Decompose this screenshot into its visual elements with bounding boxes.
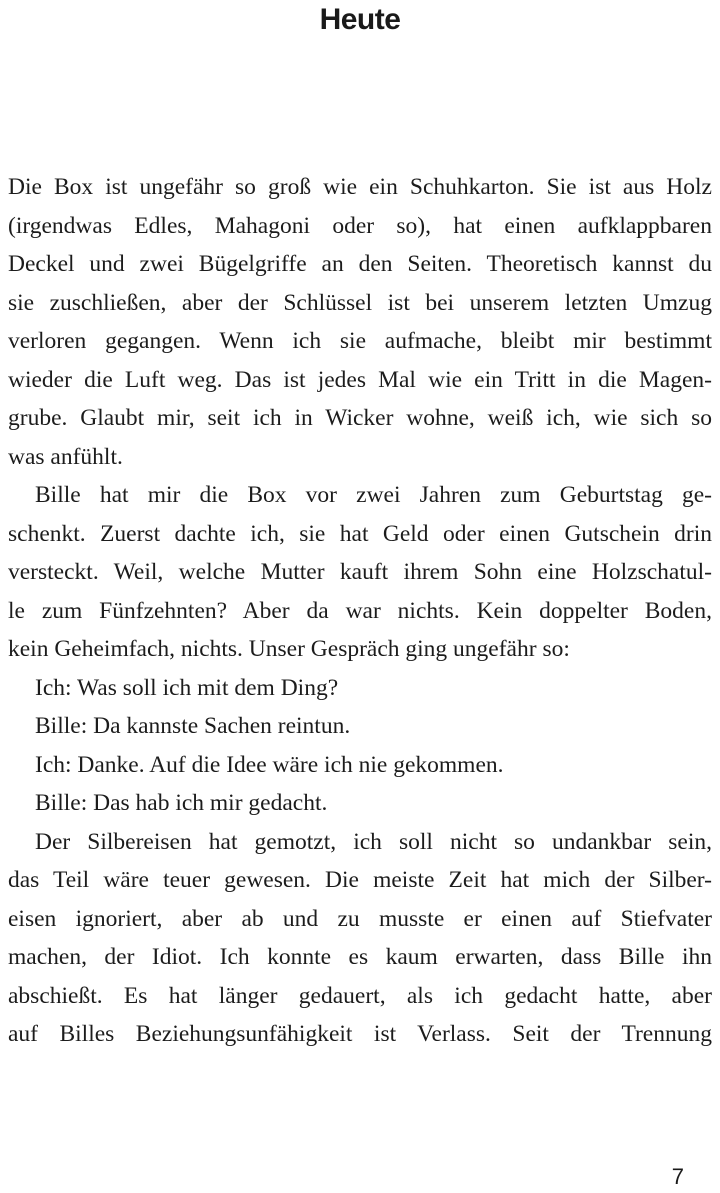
text-line: auf Billes Beziehungsunfähigkeit ist Verlass. Seit der Trennung xyxy=(8,1021,712,1047)
text-line: machen, der Idiot. Ich konnte es kaum erwarten, dass Bille ihn xyxy=(8,944,712,970)
text-line: grube. Glaubt mir, seit ich in Wicker wohne, weiß ich, wie sich so xyxy=(8,405,712,431)
text-line: Bille: Das hab ich mir gedacht. xyxy=(35,790,328,816)
text-line: das Teil wäre teuer gewesen. Die meiste Zeit hat mich der Silber- xyxy=(8,867,712,893)
text-line: versteckt. Weil, welche Mutter kauft ihrem Sohn eine Holzschatul- xyxy=(8,559,712,585)
text-line: wieder die Luft weg. Das ist jedes Mal wie ein Tritt in die Magen- xyxy=(8,366,712,393)
text-line: verloren gegangen. Wenn ich sie aufmache, bleibt mir bestimmt xyxy=(8,328,712,354)
chapter-title: Heute xyxy=(319,3,401,36)
text-line: kein Geheimfach, nichts. Unser Gespräch ging ungefähr so: xyxy=(8,636,570,662)
text-line: Der Silbereisen hat gemotzt, ich soll nicht so undankbar sein, xyxy=(35,828,712,855)
text-line: eisen ignoriert, aber ab und zu musste er einen auf Stiefvater xyxy=(8,905,712,932)
text-line: Bille hat mir die Box vor zwei Jahren zum Geburtstag ge- xyxy=(35,482,712,508)
text-line: le zum Fünfzehnten? Aber da war nichts. Kein doppelter Boden, xyxy=(8,597,712,624)
body-text xyxy=(8,168,712,1054)
text-line: Deckel und zwei Bügelgriffe an den Seiten. Theoretisch kannst du xyxy=(8,251,712,277)
text-line: Ich: Danke. Auf die Idee wäre ich nie gekommen. xyxy=(35,751,504,778)
text-line: sie zuschließen, aber der Schlüssel ist bei unserem letzten Umzug xyxy=(8,289,712,316)
text-line: Bille: Da kannste Sachen reintun. xyxy=(35,713,351,739)
text-line: schenkt. Zuerst dachte ich, sie hat Geld oder einen Gutschein drin xyxy=(8,520,712,547)
text-line: Die Box ist ungefähr so groß wie ein Schuhkarton. Sie ist aus Holz xyxy=(8,174,712,200)
text-line: abschießt. Es hat länger gedauert, als ich gedacht hatte, aber xyxy=(8,982,712,1009)
text-line: (irgendwas Edles, Mahagoni oder so), hat einen aufklappbaren xyxy=(8,212,712,239)
text-line: was anfühlt. xyxy=(8,443,123,470)
text-line: Ich: Was soll ich mit dem Ding? xyxy=(35,674,339,701)
page-number: 7 xyxy=(671,1164,684,1189)
